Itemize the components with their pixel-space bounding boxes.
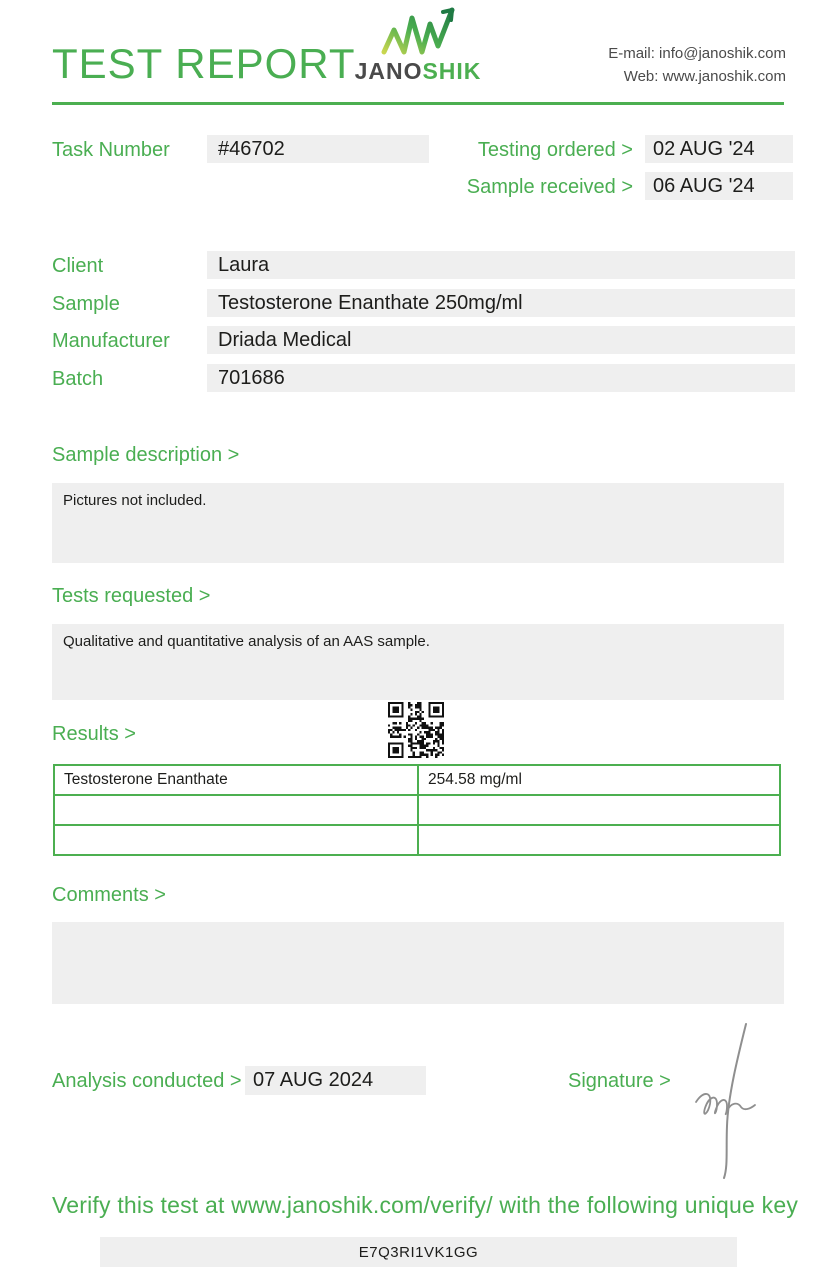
sample-received-label: Sample received > (466, 176, 633, 198)
results-row (54, 765, 780, 795)
unique-key-value: E7Q3RI1VK1GG (100, 1237, 737, 1267)
task-number-value: #46702 (207, 135, 429, 163)
signature-label: Signature > (568, 1070, 671, 1092)
result-amount-cell: 254.58 mg/ml (418, 765, 780, 795)
analysis-conducted-label: Analysis conducted > (52, 1070, 242, 1092)
testing-ordered-value: 02 AUG '24 (645, 135, 793, 163)
client-label: Client (52, 255, 104, 277)
verify-instruction: Verify this test at www.janoshik.com/verify/ with the following unique key (52, 1192, 799, 1218)
results-row (54, 825, 780, 855)
tests-requested-box: Qualitative and quantitative analysis of an AAS sample. (52, 624, 784, 700)
result-substance-cell (54, 825, 418, 855)
manufacturer-value: Driada Medical (207, 326, 795, 354)
result-amount-cell (418, 825, 780, 855)
results-heading: Results > (52, 723, 136, 745)
janoshik-logo (352, 6, 484, 85)
client-value: Laura (207, 251, 795, 279)
results-row (54, 795, 780, 825)
logo-wordmark (352, 58, 484, 85)
web-label: Web: (623, 68, 659, 85)
logo-text-dark: JANO (354, 58, 423, 84)
contact-web (608, 65, 786, 88)
sample-received-value: 06 AUG '24 (645, 172, 793, 200)
email-value: info@janoshik.com (659, 45, 786, 62)
batch-label: Batch (52, 368, 104, 390)
result-substance-cell (54, 795, 418, 825)
page-title: TEST REPORT (52, 40, 356, 87)
task-number-label: Task Number (52, 139, 170, 161)
comments-box (52, 922, 784, 1004)
sample-value: Testosterone Enanthate 250mg/ml (207, 289, 795, 317)
bar-chart-arrow-icon (372, 6, 464, 56)
result-substance-cell: Testosterone Enanthate (54, 765, 418, 795)
results-table (53, 764, 781, 856)
tests-requested-heading: Tests requested > (52, 585, 211, 607)
signature-image (682, 1018, 767, 1183)
sample-description-heading: Sample description > (52, 444, 240, 466)
email-label: E-mail: (608, 45, 655, 62)
web-value: www.janoshik.com (662, 68, 786, 85)
sample-label: Sample (52, 293, 120, 315)
comments-heading: Comments > (52, 884, 166, 906)
testing-ordered-label: Testing ordered > (477, 139, 633, 161)
batch-value: 701686 (207, 364, 795, 392)
result-amount-cell (418, 795, 780, 825)
header-divider (52, 102, 784, 105)
qr-code (388, 702, 444, 758)
analysis-conducted-value: 07 AUG 2024 (245, 1066, 426, 1095)
contact-info (608, 42, 786, 88)
sample-description-box: Pictures not included. (52, 483, 784, 563)
contact-email (608, 42, 786, 65)
logo-text-green: SHIK (422, 58, 482, 84)
manufacturer-label: Manufacturer (52, 330, 170, 352)
